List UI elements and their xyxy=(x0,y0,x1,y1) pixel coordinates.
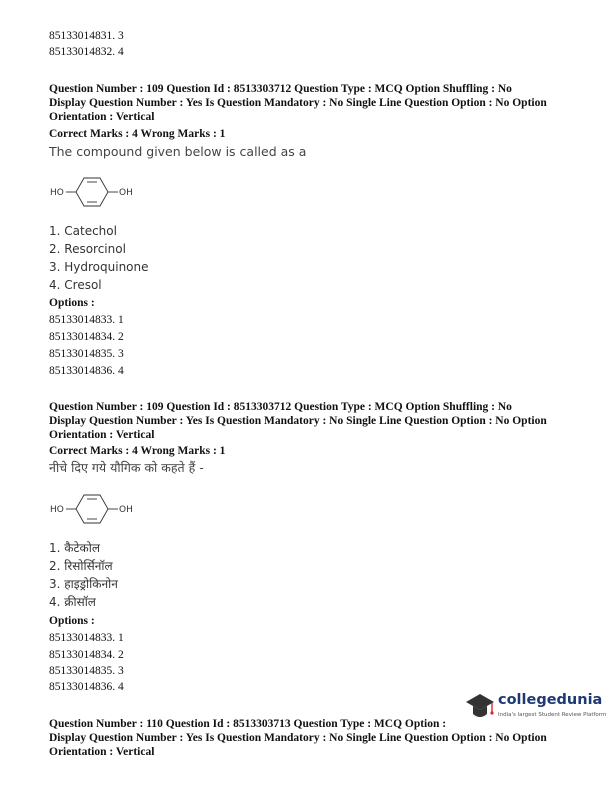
marks-line: Correct Marks : 4 Wrong Marks : 1 xyxy=(49,128,226,140)
question-text: The compound given below is called as a xyxy=(49,144,307,159)
brand-name: collegedunia xyxy=(498,692,603,708)
structure-left-label: HO xyxy=(50,505,64,515)
graduation-cap-icon xyxy=(464,688,496,728)
question-header: Orientation : Vertical xyxy=(49,746,155,758)
answer-choice: 4. Cresol xyxy=(49,278,102,292)
answer-choice: 2. Resorcinol xyxy=(49,242,126,256)
question-header: Question Number : 109 Question Id : 8513303712 Question Type : MCQ Option Shuffling : No xyxy=(49,83,512,95)
question-text: नीचे दिए गये यौगिक को कहते हैं - xyxy=(49,460,204,475)
question-header: Orientation : Vertical xyxy=(49,429,155,441)
brand-tagline: India's largest Student Review Platform xyxy=(498,712,607,718)
answer-choice: 1. Catechol xyxy=(49,224,117,238)
hydroquinone-structure xyxy=(48,491,158,527)
option-line: 85133014836. 4 xyxy=(49,681,124,693)
answer-choice: 2. रिसोर्सिनॉल xyxy=(49,559,113,573)
structure-left-label: HO xyxy=(50,188,64,198)
hydroquinone-structure xyxy=(48,174,158,210)
marks-line: Correct Marks : 4 Wrong Marks : 1 xyxy=(49,445,226,457)
answer-choice: 3. Hydroquinone xyxy=(49,260,149,274)
question-header: Orientation : Vertical xyxy=(49,111,155,123)
option-line: 85133014834. 2 xyxy=(49,331,124,343)
structure-right-label: OH xyxy=(119,505,133,515)
question-header: Display Question Number : Yes Is Question Mandatory : No Single Line Question Option : No Option xyxy=(49,415,547,427)
option-line: 85133014832. 4 xyxy=(49,46,124,58)
question-header: Question Number : 110 Question Id : 8513303713 Question Type : MCQ Option : xyxy=(49,718,447,730)
option-line: 85133014833. 1 xyxy=(49,314,124,326)
option-line: 85133014836. 4 xyxy=(49,365,124,377)
answer-choice: 1. कैटेकोल xyxy=(49,541,100,555)
option-line: 85133014835. 3 xyxy=(49,665,124,677)
question-header: Display Question Number : Yes Is Question Mandatory : No Single Line Question Option : No Option xyxy=(49,732,547,744)
option-line: 85133014831. 3 xyxy=(49,30,124,42)
answer-choice: 3. हाइड्रोकिनोन xyxy=(49,577,118,591)
structure-right-label: OH xyxy=(119,188,133,198)
collegedunia-watermark xyxy=(464,688,612,732)
option-line: 85133014835. 3 xyxy=(49,348,124,360)
question-header: Display Question Number : Yes Is Question Mandatory : No Single Line Question Option : No Option xyxy=(49,97,547,109)
options-label: Options : xyxy=(49,615,95,627)
question-header: Question Number : 109 Question Id : 8513303712 Question Type : MCQ Option Shuffling : No xyxy=(49,401,512,413)
options-label: Options : xyxy=(49,297,95,309)
answer-choice: 4. क्रीसॉल xyxy=(49,595,96,609)
option-line: 85133014833. 1 xyxy=(49,632,124,644)
option-line: 85133014834. 2 xyxy=(49,649,124,661)
